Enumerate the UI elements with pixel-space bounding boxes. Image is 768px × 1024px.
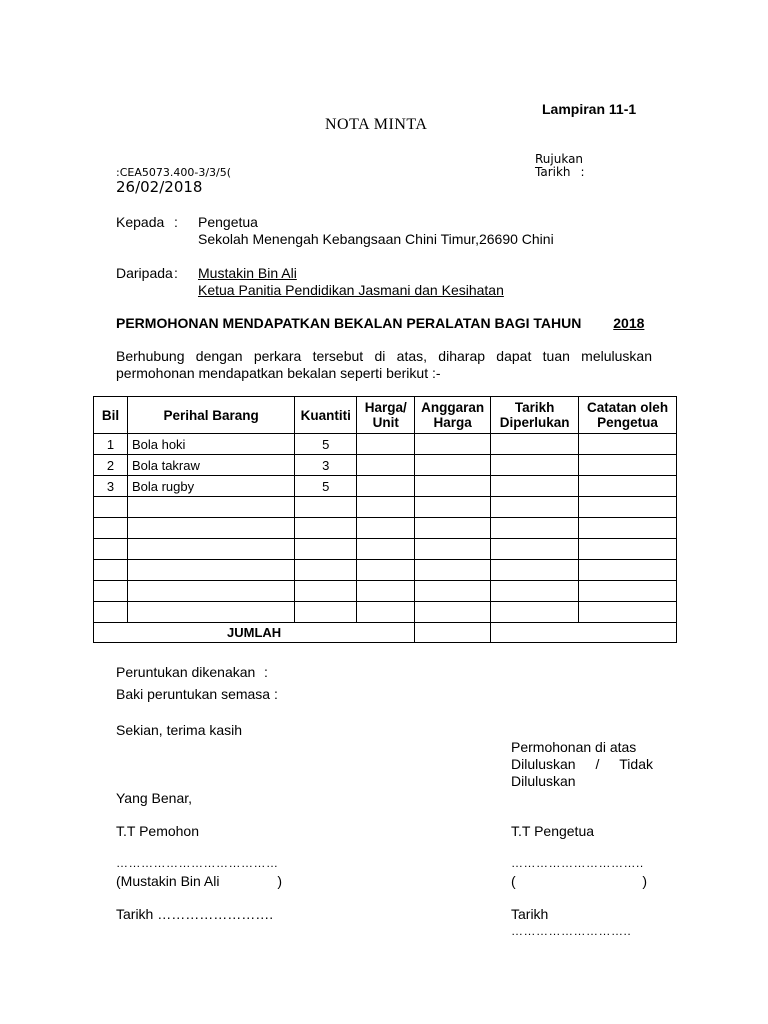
peruntukan-dikenakan-label: Peruntukan dikenakan — [116, 664, 256, 680]
tarikh-value: 26/02/2018 — [116, 178, 203, 196]
approval-line1: Permohonan di atas — [511, 739, 637, 755]
subject-line — [116, 315, 664, 331]
pengetua-signature-line: ………………………….. — [511, 856, 644, 870]
cell-catatan — [579, 455, 677, 476]
header-harga-unit: Harga/ Unit — [357, 397, 415, 434]
cell-item: Bola hoki — [127, 434, 294, 455]
cell-harga — [357, 455, 415, 476]
header-catatan-pengetua: Catatan oleh Pengetua — [579, 397, 677, 434]
kepada-line1: Pengetua — [198, 214, 258, 230]
cell-bil: 1 — [94, 434, 128, 455]
table-row — [94, 455, 677, 476]
approval-diluluskan: Diluluskan — [511, 756, 576, 772]
table-row-empty — [94, 602, 677, 623]
cell-anggaran — [415, 434, 491, 455]
tarikh-pengetua-line: ……………………….. — [511, 924, 632, 938]
header-kuantiti: Kuantiti — [295, 397, 357, 434]
table-row-empty — [94, 560, 677, 581]
jumlah-label: JUMLAH — [94, 623, 415, 643]
document-title: NOTA MINTA — [325, 116, 428, 133]
kepada-label: Kepada — [116, 214, 165, 230]
cell-bil: 2 — [94, 455, 128, 476]
cell-harga — [357, 476, 415, 497]
cell-tarikh — [491, 476, 579, 497]
tt-pemohon-label: T.T Pemohon — [116, 823, 200, 839]
cell-anggaran — [415, 476, 491, 497]
lampiran-label: Lampiran 11-1 — [542, 101, 637, 117]
table-row — [94, 434, 677, 455]
tarikh-pemohon: Tarikh ……………………. — [116, 906, 274, 922]
header-bil: Bil — [94, 397, 128, 434]
approval-slash: / — [595, 756, 600, 772]
daripada-colon: : — [174, 265, 178, 281]
cell-harga — [357, 434, 415, 455]
baki-peruntukan: Baki peruntukan semasa : — [116, 686, 278, 702]
kepada-colon: : — [174, 214, 178, 230]
jumlah-value — [415, 623, 491, 643]
subject-year: 2018 — [613, 315, 645, 331]
closing-sekian: Sekian, terima kasih — [116, 722, 243, 738]
approval-line2 — [511, 756, 653, 772]
table-total-row — [94, 623, 677, 643]
cell-tarikh — [491, 434, 579, 455]
tarikh-label: Tarikh — [535, 165, 571, 179]
header-anggaran-harga: Anggaran Harga — [415, 397, 491, 434]
intro-paragraph: Berhubung dengan perkara tersebut di atas, diharap dapat tuan meluluskan permohonan mendapatkan bekalan seperti berikut :- — [116, 348, 652, 381]
daripada-name: Mustakin Bin Ali — [198, 265, 297, 281]
cell-item: Bola rugby — [127, 476, 294, 497]
cell-item: Bola takraw — [127, 455, 294, 476]
daripada-label: Daripada — [116, 265, 173, 281]
cell-qty: 3 — [295, 455, 357, 476]
tarikh-pengetua-label: Tarikh — [511, 906, 549, 922]
items-table — [93, 396, 677, 643]
table-row — [94, 476, 677, 497]
approval-tidak: Tidak — [619, 756, 653, 772]
cell-qty: 5 — [295, 434, 357, 455]
pengetua-name-open: ( — [511, 873, 516, 889]
approval-line3: Diluluskan — [511, 773, 576, 789]
cell-bil: 3 — [94, 476, 128, 497]
rujukan-label: Rujukan — [535, 152, 584, 166]
tarikh-label-row — [535, 165, 585, 179]
peruntukan-dikenakan — [116, 664, 268, 680]
pemohon-name — [116, 873, 282, 889]
cell-tarikh — [491, 455, 579, 476]
header-perihal-barang: Perihal Barang — [127, 397, 294, 434]
table-row-empty — [94, 497, 677, 518]
cell-qty: 5 — [295, 476, 357, 497]
table-row-empty — [94, 518, 677, 539]
table-row-empty — [94, 539, 677, 560]
table-row-empty — [94, 581, 677, 602]
tarikh-colon: : — [580, 165, 585, 179]
tt-pengetua-label: T.T Pengetua — [511, 823, 595, 839]
header-tarikh-diperlukan: Tarikh Diperlukan — [491, 397, 579, 434]
peruntukan-dikenakan-colon: : — [264, 664, 268, 680]
cell-catatan — [579, 476, 677, 497]
pengetua-name — [511, 873, 647, 889]
jumlah-blank — [491, 623, 677, 643]
kepada-line2: Sekolah Menengah Kebangsaan Chini Timur,26690 Chini — [198, 231, 554, 247]
pemohon-name-close: ) — [277, 873, 282, 889]
rujukan-value: :CEA5073.400-3/3/5( — [116, 166, 232, 179]
yang-benar: Yang Benar, — [116, 790, 193, 806]
table-header-row — [94, 397, 677, 434]
pemohon-name-text: (Mustakin Bin Ali — [116, 873, 220, 889]
pemohon-signature-line: ………………………………… — [116, 856, 279, 870]
subject-text: PERMOHONAN MENDAPATKAN BEKALAN PERALATAN BAGI TAHUN — [116, 315, 582, 331]
pengetua-name-close: ) — [642, 873, 647, 889]
cell-anggaran — [415, 455, 491, 476]
cell-catatan — [579, 434, 677, 455]
daripada-position: Ketua Panitia Pendidikan Jasmani dan Kesihatan — [198, 282, 504, 298]
